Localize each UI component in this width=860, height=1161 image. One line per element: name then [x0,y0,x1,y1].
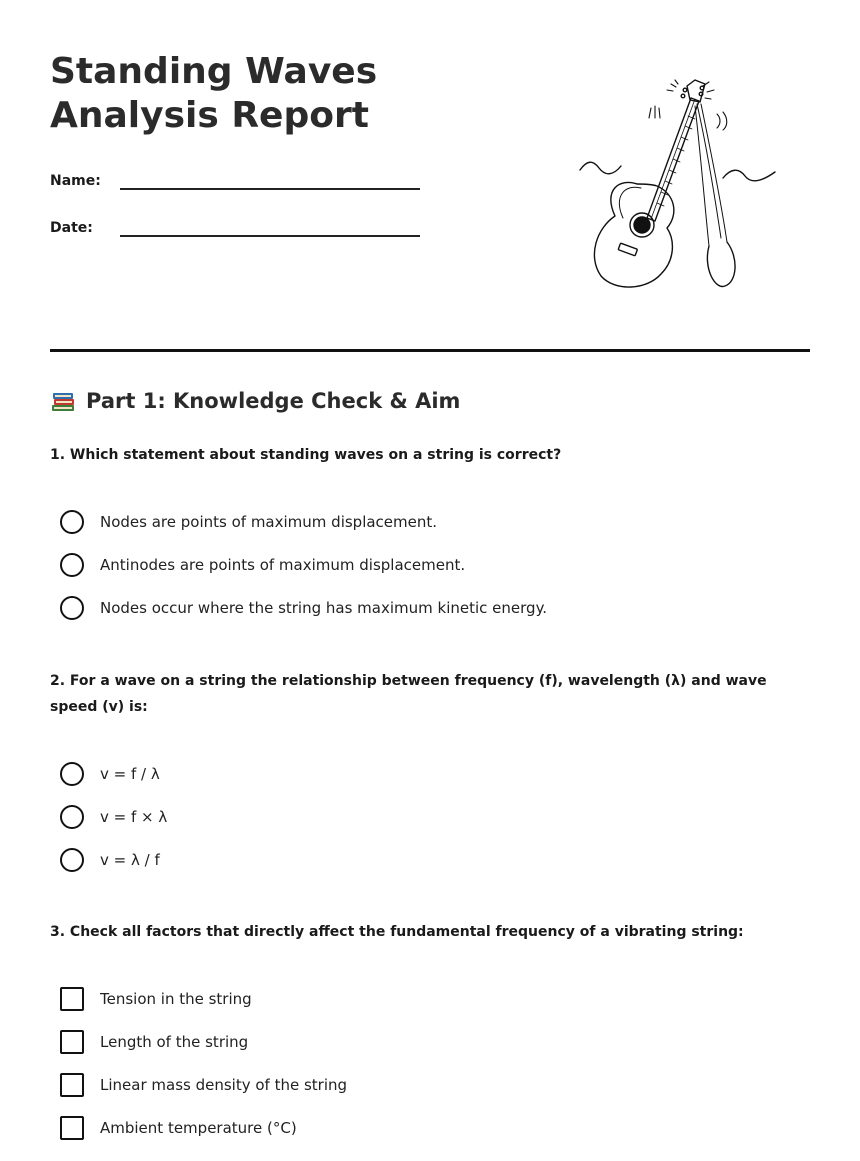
question-3: 3. Check all factors that directly affect the fundamental frequency of a vibrating string: [50,924,744,940]
question-3-options [60,977,347,1149]
radio-button[interactable] [60,848,84,872]
radio-button[interactable] [60,510,84,534]
question-1-options [60,500,547,629]
radio-button[interactable] [60,596,84,620]
option-q3-c[interactable] [60,1063,347,1106]
option-q3-d[interactable] [60,1106,347,1149]
name-label: Name: [50,173,101,189]
date-label: Date: [50,220,93,236]
name-field-row [50,166,420,190]
checkbox[interactable] [60,987,84,1011]
option-label: Length of the string [100,1032,249,1051]
date-field[interactable] [120,213,420,237]
title-line-2: Analysis Report [50,95,369,136]
option-q3-a[interactable] [60,977,347,1020]
checkbox[interactable] [60,1116,84,1140]
report-page [50,50,810,1137]
section-title-part-1 [50,388,460,414]
date-field-row [50,213,420,237]
option-label: v = f / λ [100,764,160,783]
option-label: Nodes are points of maximum displacement. [100,512,438,531]
option-label: Nodes occur where the string has maximum kinetic energy. [100,598,548,617]
title-line-1: Standing Waves [50,51,378,92]
checkbox[interactable] [60,1073,84,1097]
radio-button[interactable] [60,762,84,786]
option-q3-b[interactable] [60,1020,347,1063]
option-label: Ambient temperature (°C) [100,1118,297,1137]
option-label: Tension in the string [100,989,252,1008]
radio-button[interactable] [60,553,84,577]
question-1: 1. Which statement about standing waves on a string is correct? [50,447,562,463]
option-q2-a[interactable] [60,752,167,795]
radio-button[interactable] [60,805,84,829]
question-2: 2. For a wave on a string the relationship between frequency (f), wavelength (λ) and wave speed (v) is: [50,673,767,715]
option-label: v = λ / f [100,850,160,869]
page-title [50,50,470,138]
question-2-options [60,752,167,881]
report-header [50,50,810,413]
option-q2-c[interactable] [60,838,167,881]
name-field[interactable] [120,166,420,190]
option-q2-b[interactable] [60,795,167,838]
section-title-text: Part 1: Knowledge Check & Aim [86,389,461,413]
option-q1-c[interactable] [60,586,547,629]
option-label: v = f × λ [100,807,168,826]
checkbox[interactable] [60,1030,84,1054]
option-label: Antinodes are points of maximum displacement. [100,555,466,574]
guitar-icon [575,78,785,290]
option-q1-a[interactable] [60,500,547,543]
header-divider [50,349,810,352]
option-q1-b[interactable] [60,543,547,586]
books-icon [50,388,76,414]
option-label: Linear mass density of the string [100,1075,348,1094]
